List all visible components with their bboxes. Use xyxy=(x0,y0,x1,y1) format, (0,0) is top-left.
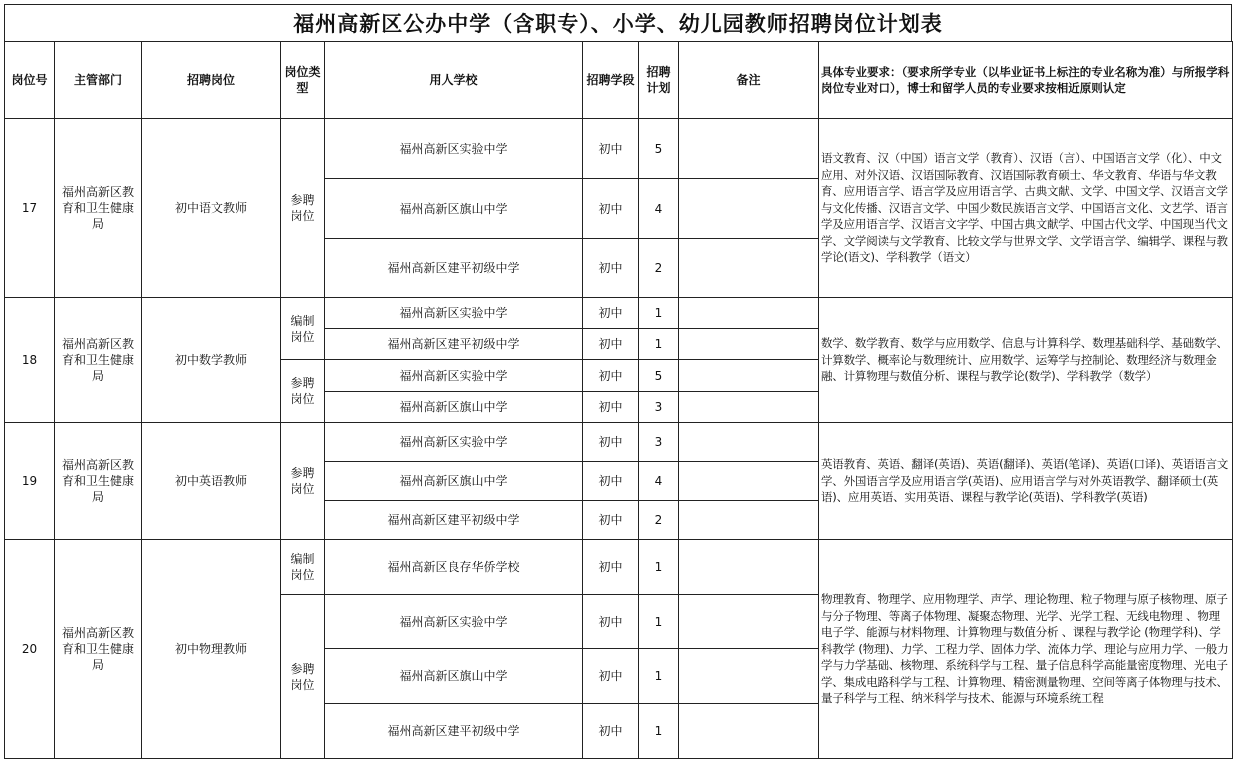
major-requirement: 物理教育、物理学、应用物理学、声学、理论物理、粒子物理与原子核物理、原子与分子物理、等离子体物理、凝聚态物理、光学、光学工程、无线电物理 、物理电子学、能源与材料物理、计算物理与数值分析 、课程与教学论 (物理学科)、学科教学 (物理)、力学、工程力学、固体力学、流体力学、理论与应用力学、一般力学与力学基础、核物理、系统科学与工程、量子信息科学高能量密度物理、光电子学、集成电路科学与工程、计算物理、精密测量物理、空间等离子体物理与技术、量子科学与工程、纳米科学与技术、能源与环境系统工程 xyxy=(819,540,1233,759)
stage: 初中 xyxy=(583,239,639,298)
remark xyxy=(679,298,819,329)
stage: 初中 xyxy=(583,540,639,595)
school-name: 福州高新区旗山中学 xyxy=(325,392,583,423)
post-number: 17 xyxy=(5,119,55,298)
school-name: 福州高新区实验中学 xyxy=(325,595,583,649)
post-type: 参聘岗位 xyxy=(281,423,325,540)
department: 福州高新区教育和卫生健康局 xyxy=(55,298,142,423)
plan-count: 1 xyxy=(639,298,679,329)
stage: 初中 xyxy=(583,392,639,423)
remark xyxy=(679,179,819,239)
plan-count: 1 xyxy=(639,595,679,649)
stage: 初中 xyxy=(583,179,639,239)
stage: 初中 xyxy=(583,462,639,501)
school-name: 福州高新区实验中学 xyxy=(325,298,583,329)
department: 福州高新区教育和卫生健康局 xyxy=(55,540,142,759)
table-row xyxy=(5,540,1233,595)
remark xyxy=(679,540,819,595)
post-number: 19 xyxy=(5,423,55,540)
post-type: 参聘岗位 xyxy=(281,595,325,759)
plan-count: 1 xyxy=(639,540,679,595)
header-row xyxy=(5,42,1233,119)
recruitment-table xyxy=(4,41,1233,759)
plan-count: 2 xyxy=(639,501,679,540)
page-title: 福州高新区公办中学（含职专）、小学、幼儿园教师招聘岗位计划表 xyxy=(4,4,1232,41)
stage: 初中 xyxy=(583,423,639,462)
header-school: 用人学校 xyxy=(325,42,583,119)
remark xyxy=(679,423,819,462)
table-row xyxy=(5,298,1233,329)
post-type: 编制岗位 xyxy=(281,540,325,595)
stage: 初中 xyxy=(583,360,639,392)
stage: 初中 xyxy=(583,649,639,704)
post-type: 编制岗位 xyxy=(281,298,325,360)
school-name: 福州高新区旗山中学 xyxy=(325,649,583,704)
school-name: 福州高新区建平初级中学 xyxy=(325,329,583,360)
header-dept: 主管部门 xyxy=(55,42,142,119)
recruitment-sheet xyxy=(4,4,1232,759)
plan-count: 2 xyxy=(639,239,679,298)
table-body xyxy=(5,119,1233,759)
stage: 初中 xyxy=(583,595,639,649)
school-name: 福州高新区建平初级中学 xyxy=(325,704,583,759)
school-name: 福州高新区良存华侨学校 xyxy=(325,540,583,595)
plan-count: 1 xyxy=(639,649,679,704)
remark xyxy=(679,360,819,392)
remark xyxy=(679,462,819,501)
header-post-no: 岗位号 xyxy=(5,42,55,119)
table-row xyxy=(5,423,1233,462)
school-name: 福州高新区旗山中学 xyxy=(325,462,583,501)
post-type: 参聘岗位 xyxy=(281,360,325,423)
header-stage: 招聘学段 xyxy=(583,42,639,119)
school-name: 福州高新区旗山中学 xyxy=(325,179,583,239)
position-name: 初中英语教师 xyxy=(142,423,281,540)
plan-count: 5 xyxy=(639,119,679,179)
department: 福州高新区教育和卫生健康局 xyxy=(55,119,142,298)
header-position: 招聘岗位 xyxy=(142,42,281,119)
position-name: 初中物理教师 xyxy=(142,540,281,759)
remark xyxy=(679,595,819,649)
stage: 初中 xyxy=(583,704,639,759)
remark xyxy=(679,704,819,759)
header-post-type: 岗位类型 xyxy=(281,42,325,119)
remark xyxy=(679,649,819,704)
remark xyxy=(679,392,819,423)
major-requirement: 英语教育、英语、翻译(英语)、英语(翻译)、英语(笔译)、英语(口译)、英语语言文学、外国语言学及应用语言学(英语)、应用语言学与对外英语教学、翻译硕士(英语)、应用英语、实用英语、课程与教学论(英语)、学科教学(英语) xyxy=(819,423,1233,540)
stage: 初中 xyxy=(583,298,639,329)
plan-count: 5 xyxy=(639,360,679,392)
plan-count: 1 xyxy=(639,329,679,360)
header-plan: 招聘计划 xyxy=(639,42,679,119)
header-remark: 备注 xyxy=(679,42,819,119)
school-name: 福州高新区实验中学 xyxy=(325,360,583,392)
position-name: 初中数学教师 xyxy=(142,298,281,423)
stage: 初中 xyxy=(583,119,639,179)
remark xyxy=(679,119,819,179)
remark xyxy=(679,239,819,298)
table-row xyxy=(5,119,1233,179)
major-requirement: 语文教育、汉（中国）语言文学（教育）、汉语（言）、中国语言文学（化）、中文应用、对外汉语、汉语国际教育、汉语国际教育硕士、华文教育、华语与华文教育、应用语言学、语言学及应用语言学、古典文献、文学、中国文学、汉语言文学与文化传播、汉语言文学、中国少数民族语言文学、中国语言文化、文艺学、语言学及应用语言学、汉语言文字学、中国古典文献学、中国古代文学、中国现当代文学、文学阅读与文学教育、比较文学与世界文学、文学语言学、编辑学、课程与教学论(语文)、学科教学（语文） xyxy=(819,119,1233,298)
school-name: 福州高新区建平初级中学 xyxy=(325,239,583,298)
post-type: 参聘岗位 xyxy=(281,119,325,298)
remark xyxy=(679,501,819,540)
stage: 初中 xyxy=(583,329,639,360)
school-name: 福州高新区实验中学 xyxy=(325,423,583,462)
position-name: 初中语文教师 xyxy=(142,119,281,298)
plan-count: 3 xyxy=(639,392,679,423)
school-name: 福州高新区实验中学 xyxy=(325,119,583,179)
header-requirement: 具体专业要求：（要求所学专业（以毕业证书上标注的专业名称为准）与所报学科岗位专业对口），博士和留学人员的专业要求按相近原则认定 xyxy=(819,42,1233,119)
plan-count: 3 xyxy=(639,423,679,462)
stage: 初中 xyxy=(583,501,639,540)
remark xyxy=(679,329,819,360)
plan-count: 1 xyxy=(639,704,679,759)
post-number: 20 xyxy=(5,540,55,759)
plan-count: 4 xyxy=(639,462,679,501)
department: 福州高新区教育和卫生健康局 xyxy=(55,423,142,540)
plan-count: 4 xyxy=(639,179,679,239)
school-name: 福州高新区建平初级中学 xyxy=(325,501,583,540)
post-number: 18 xyxy=(5,298,55,423)
major-requirement: 数学、数学教育、数学与应用数学、信息与计算科学、数理基础科学、基础数学、计算数学、概率论与数理统计、应用数学、运筹学与控制论、数理经济与数理金融、计算物理与数值分析、课程与教学论(数学)、学科教学（数学） xyxy=(819,298,1233,423)
